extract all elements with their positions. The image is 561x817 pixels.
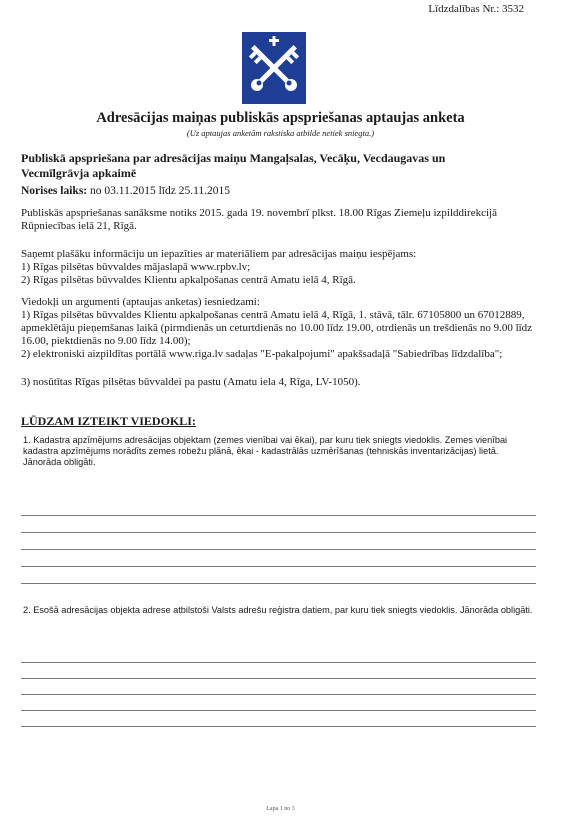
question-2 (23, 605, 533, 616)
submission-item: 1) Rīgas pilsētas būvvaldes Klientu apkalpošanas centrā Amatu ielā 4, Rīgā, 1. stāvā, tālr. 67105800 un 67012889, apmeklētāju pieņemšanas laikā (pirmdienās un ceturtdienās no 10.00 līdz 19.00, otrdienās un trešdienās no 9.00 līdz 16.00, piektdienās no 9.00 līdz 14.00); (21, 309, 533, 347)
answer-line[interactable] (21, 694, 536, 695)
question-1 (23, 435, 533, 468)
page-number: Lapa 1 no 3 (266, 806, 295, 812)
submission-intro: Viedokļi un argumenti (aptaujas anketas) iesniedzami: (21, 296, 260, 308)
question-text: 2. Esošā adresācijas objekta adrese atbilstoši Valsts adrešu reģistra datiem, par kuru tiek sniegts viedoklis. Jānorāda obligāti. (23, 605, 533, 615)
participation-number: Līdzdalības Nr.: 3532 (428, 3, 524, 15)
document-subtitle: (Uz aptaujas anketām rakstiska atbilde netiek sniegta.) (186, 128, 375, 138)
answer-line[interactable] (21, 662, 536, 663)
consultation-period (21, 185, 230, 197)
period-label: Norises laiks: (21, 185, 88, 197)
crossed-keys-icon (242, 32, 306, 104)
answer-line[interactable] (21, 515, 536, 516)
request-heading: LŪDZAM IZTEIKT VIEDOKLI: (21, 414, 196, 428)
question-text: 1. Kadastra apzīmējums adresācijas objektam (zemes vienībai vai ēkai), par kuru tiek sniegts viedoklis. Zemes vienībai kadastra apzīmējums norādīts zemes robežu plānā, ēkai - kadastrālās uzmērīšanas (tehniskās inventarizācijas) lietā. (23, 435, 508, 456)
info-paragraph (21, 248, 536, 287)
required-note: Jānorāda obligāti. (23, 457, 96, 467)
submission-item: 2) elektroniski aizpildītas portālā www.riga.lv sadaļas "E-pakalpojumi" apakšsadaļā "Sabiedrības līdzdalība"; (21, 348, 503, 360)
period-value: no 03.11.2015 līdz 25.11.2015 (90, 185, 231, 197)
meeting-paragraph: Publiskās apspriešanas sanāksme notiks 2015. gada 19. novembrī plkst. 18.00 Rīgas Ziemeļu izpilddirekcijā Rūpniecības ielā 21, Rīgā. (21, 207, 497, 232)
consultation-heading: Publiskā apspriešana par adresācijas maiņu Mangaļsalas, Vecāķu, Vecdaugavas un Vecmīlgrāvja apkaimē (21, 151, 446, 180)
answer-line[interactable] (21, 532, 536, 533)
answer-line[interactable] (21, 678, 536, 679)
submission-paragraph (21, 296, 536, 361)
crest-emblem (242, 32, 306, 104)
info-item: 1) Rīgas pilsētas būvvaldes mājaslapā www.rpbv.lv; (21, 261, 251, 273)
answer-line[interactable] (21, 710, 536, 711)
answer-line[interactable] (21, 549, 536, 550)
answer-line[interactable] (21, 726, 536, 727)
submission-item: 3) nosūtītas Rīgas pilsētas būvvaldei pa pastu (Amatu iela 4, Rīga, LV-1050). (21, 376, 361, 388)
info-item: 2) Rīgas pilsētas būvvaldes Klientu apkalpošanas centrā Amatu ielā 4, Rīgā. (21, 274, 356, 286)
document-title: Adresācijas maiņas publiskās apspriešanas aptaujas anketa (96, 110, 465, 126)
info-intro: Saņemt plašāku informāciju un iepazīties ar materiāliem par adresācijas maiņu iespējams: (21, 248, 417, 260)
answer-line[interactable] (21, 566, 536, 567)
answer-line[interactable] (21, 583, 536, 584)
